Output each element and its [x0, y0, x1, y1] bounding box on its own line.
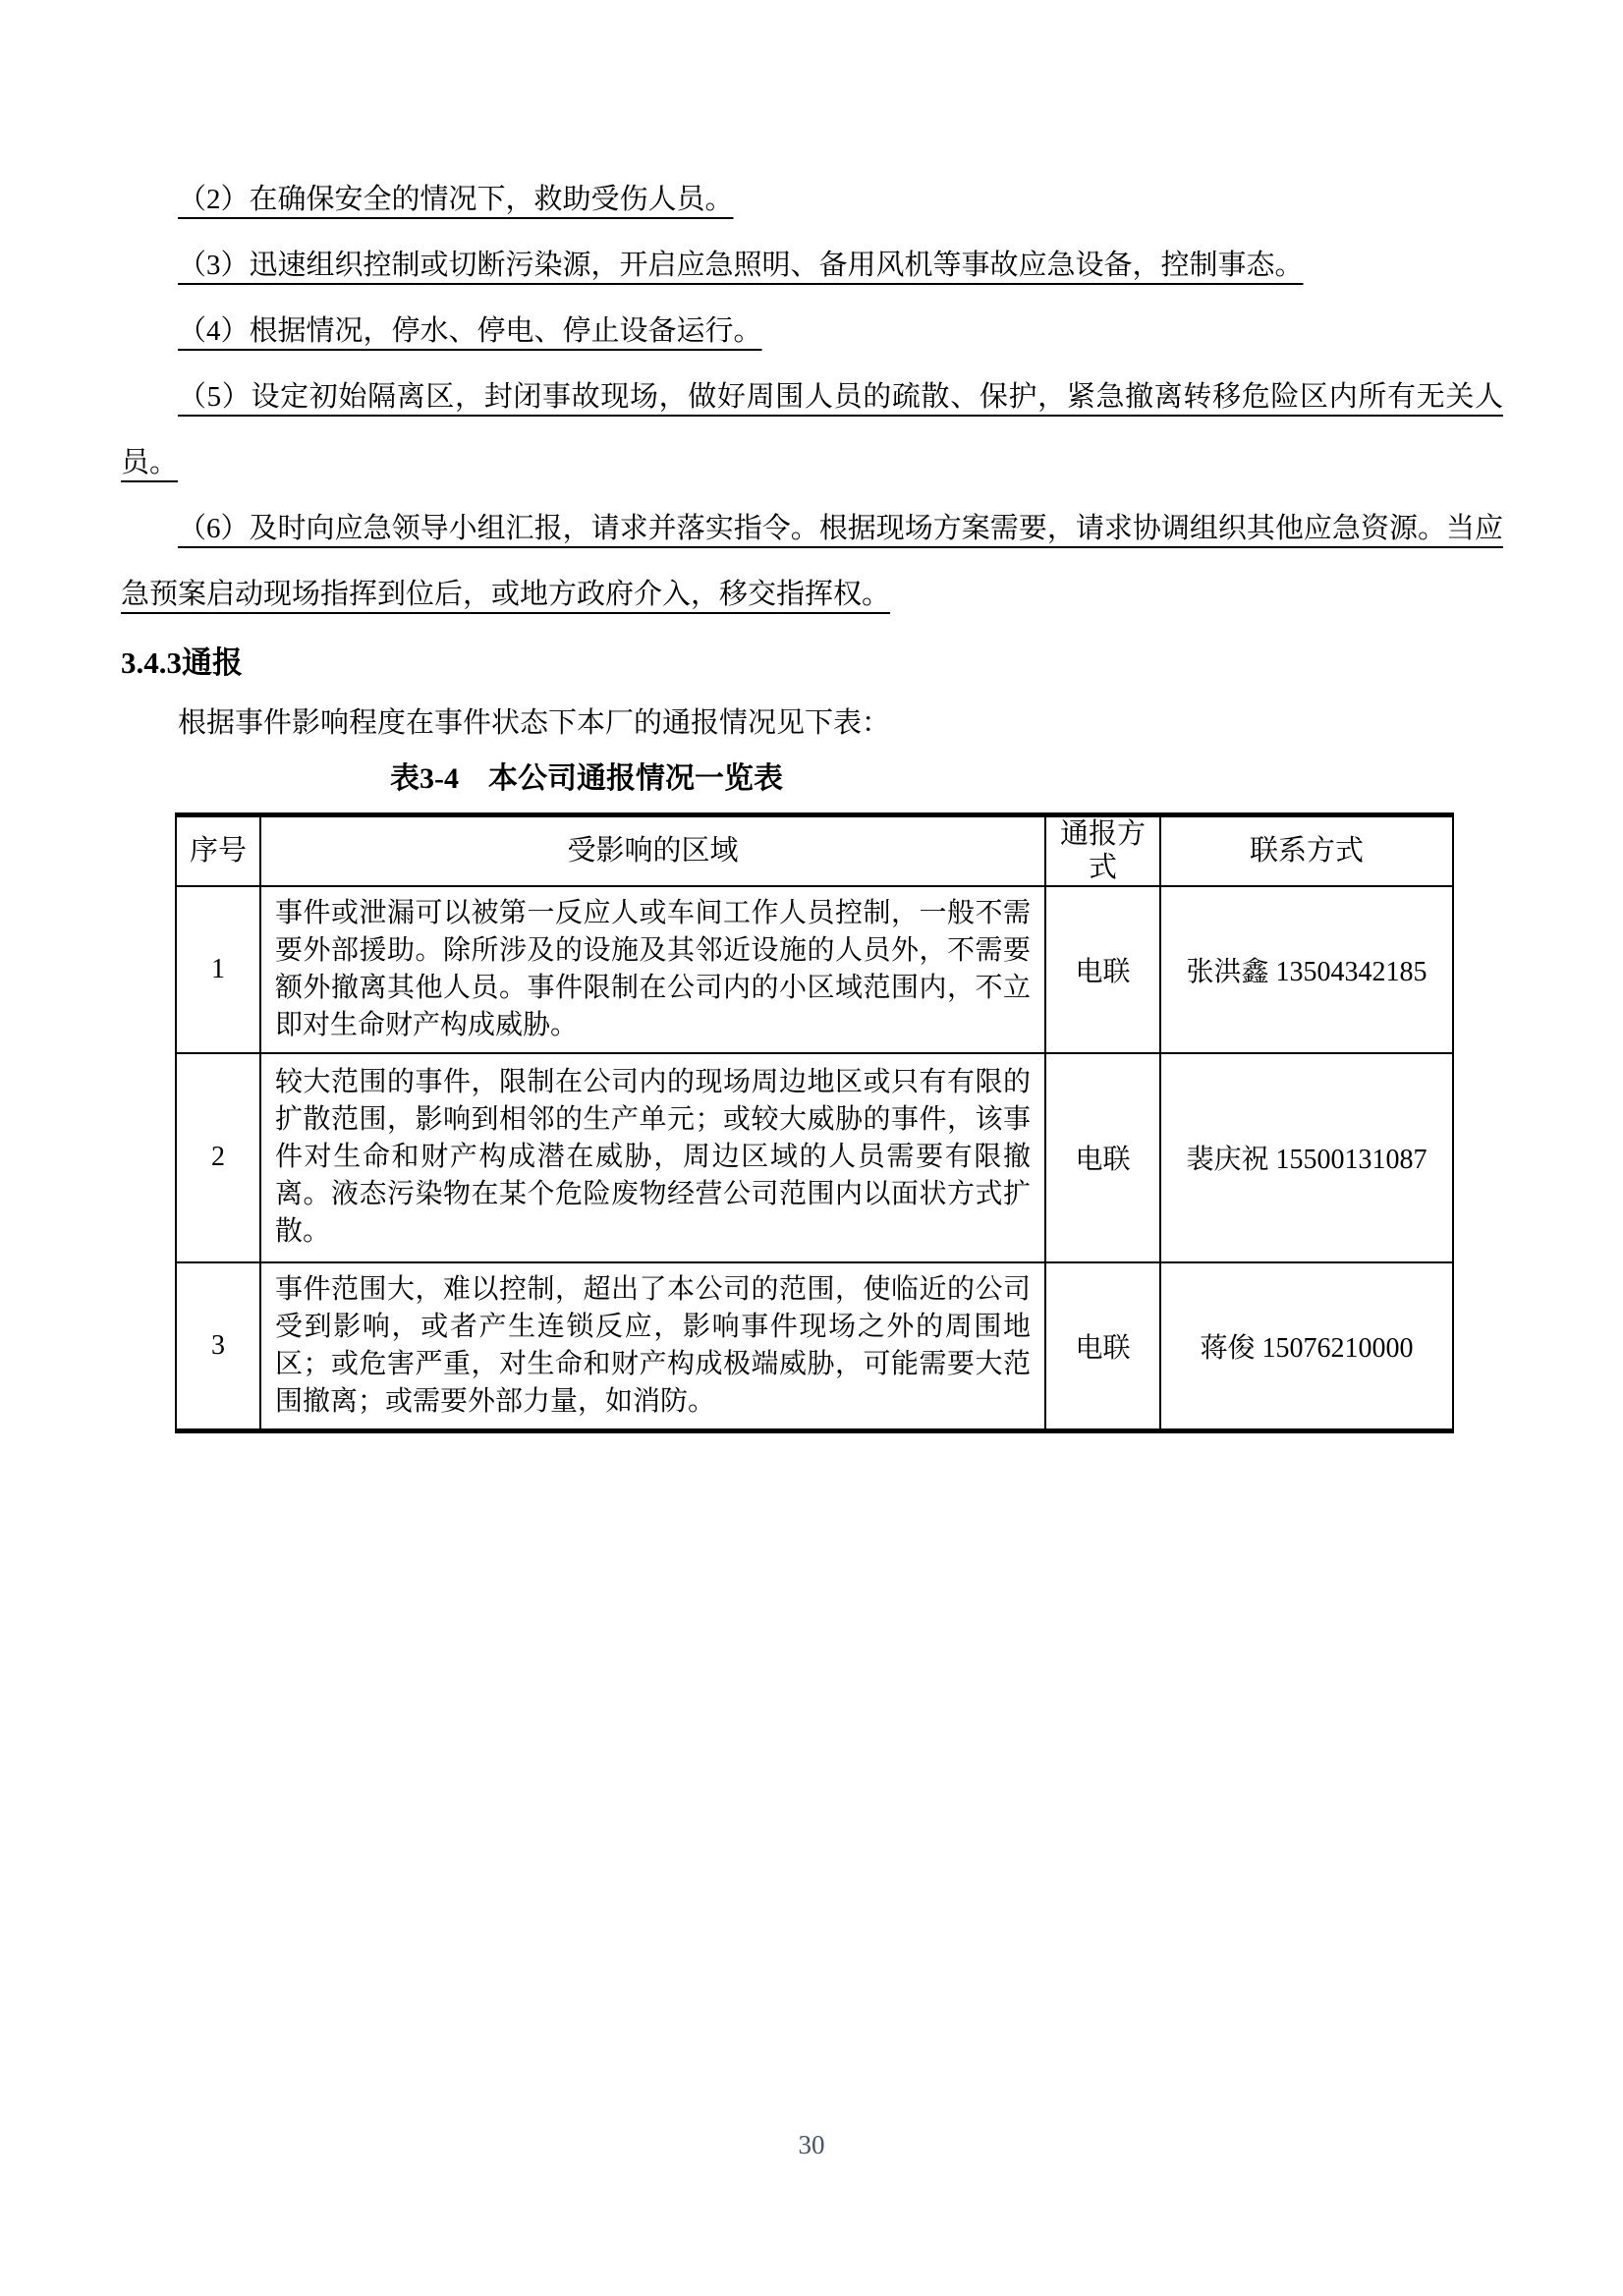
row-1-index: 1	[176, 886, 260, 1053]
col-header-index: 序号	[176, 815, 260, 886]
paragraph-step-4: （4）根据情况，停水、停电、停止设备运行。	[178, 315, 762, 347]
col-header-contact: 联系方式	[1160, 815, 1453, 886]
paragraph-step-3: （3）迅速组织控制或切断污染源，开启应急照明、备用风机等事故应急设备，控制事态。	[178, 250, 1304, 281]
row-2-method: 电联	[1045, 1053, 1160, 1262]
paragraph-step-6: （6）及时向应急领导小组汇报，请求并落实指令。根据现场方案需要，请求协调组织其他应急资源。当应急预案启动现场指挥到位后，或地方政府介入，移交指挥权。	[121, 513, 1503, 610]
row-3-area: 事件范围大，难以控制，超出了本公司的范围，使临近的公司受到影响，或者产生连锁反应，影响事件现场之外的周围地区；或危害严重，对生命和财产构成极端威胁，可能需要大范围撤离；或需要外部力量，如消防。	[260, 1262, 1045, 1431]
row-3-method: 电联	[1045, 1262, 1160, 1431]
notification-table	[175, 812, 1454, 1433]
paragraph-step-2: （2）在确保安全的情况下，救助受伤人员。	[178, 184, 734, 215]
table-row	[176, 886, 1453, 1053]
page-number: 30	[798, 2130, 825, 2159]
table-row	[176, 1053, 1453, 1262]
row-1-contact: 张洪鑫 13504342185	[1160, 886, 1453, 1053]
col-header-affected-area: 受影响的区域	[260, 815, 1045, 886]
section-heading: 3.4.3通报	[121, 645, 243, 680]
col-header-notify-method: 通报方式	[1045, 815, 1160, 886]
row-2-area: 较大范围的事件，限制在公司内的现场周边地区或只有有限的扩散范围，影响到相邻的生产单元；或较大威胁的事件，该事件对生命和财产构成潜在威胁，周边区域的人员需要有限撤离。液态污染物在某个危险废物经营公司范围内以面状方式扩散。	[260, 1053, 1045, 1262]
paragraph-step-5: （5）设定初始隔离区，封闭事故现场，做好周围人员的疏散、保护，紧急撤离转移危险区内所有无关人员。	[121, 381, 1503, 478]
table-header-row	[176, 815, 1453, 886]
row-3-contact: 蒋俊 15076210000	[1160, 1262, 1453, 1431]
row-2-index: 2	[176, 1053, 260, 1262]
intro-paragraph: 根据事件影响程度在事件状态下本厂的通报情况见下表：	[178, 707, 891, 739]
row-2-contact: 裴庆祝 15500131087	[1160, 1053, 1453, 1262]
table-caption: 表3-4 本公司通报情况一览表	[390, 762, 783, 795]
table-row	[176, 1262, 1453, 1431]
row-3-index: 3	[176, 1262, 260, 1431]
row-1-area: 事件或泄漏可以被第一反应人或车间工作人员控制，一般不需要外部援助。除所涉及的设施及其邻近设施的人员外，不需要额外撤离其他人员。事件限制在公司内的小区域范围内，不立即对生命财产构成威胁。	[260, 886, 1045, 1053]
row-1-method: 电联	[1045, 886, 1160, 1053]
